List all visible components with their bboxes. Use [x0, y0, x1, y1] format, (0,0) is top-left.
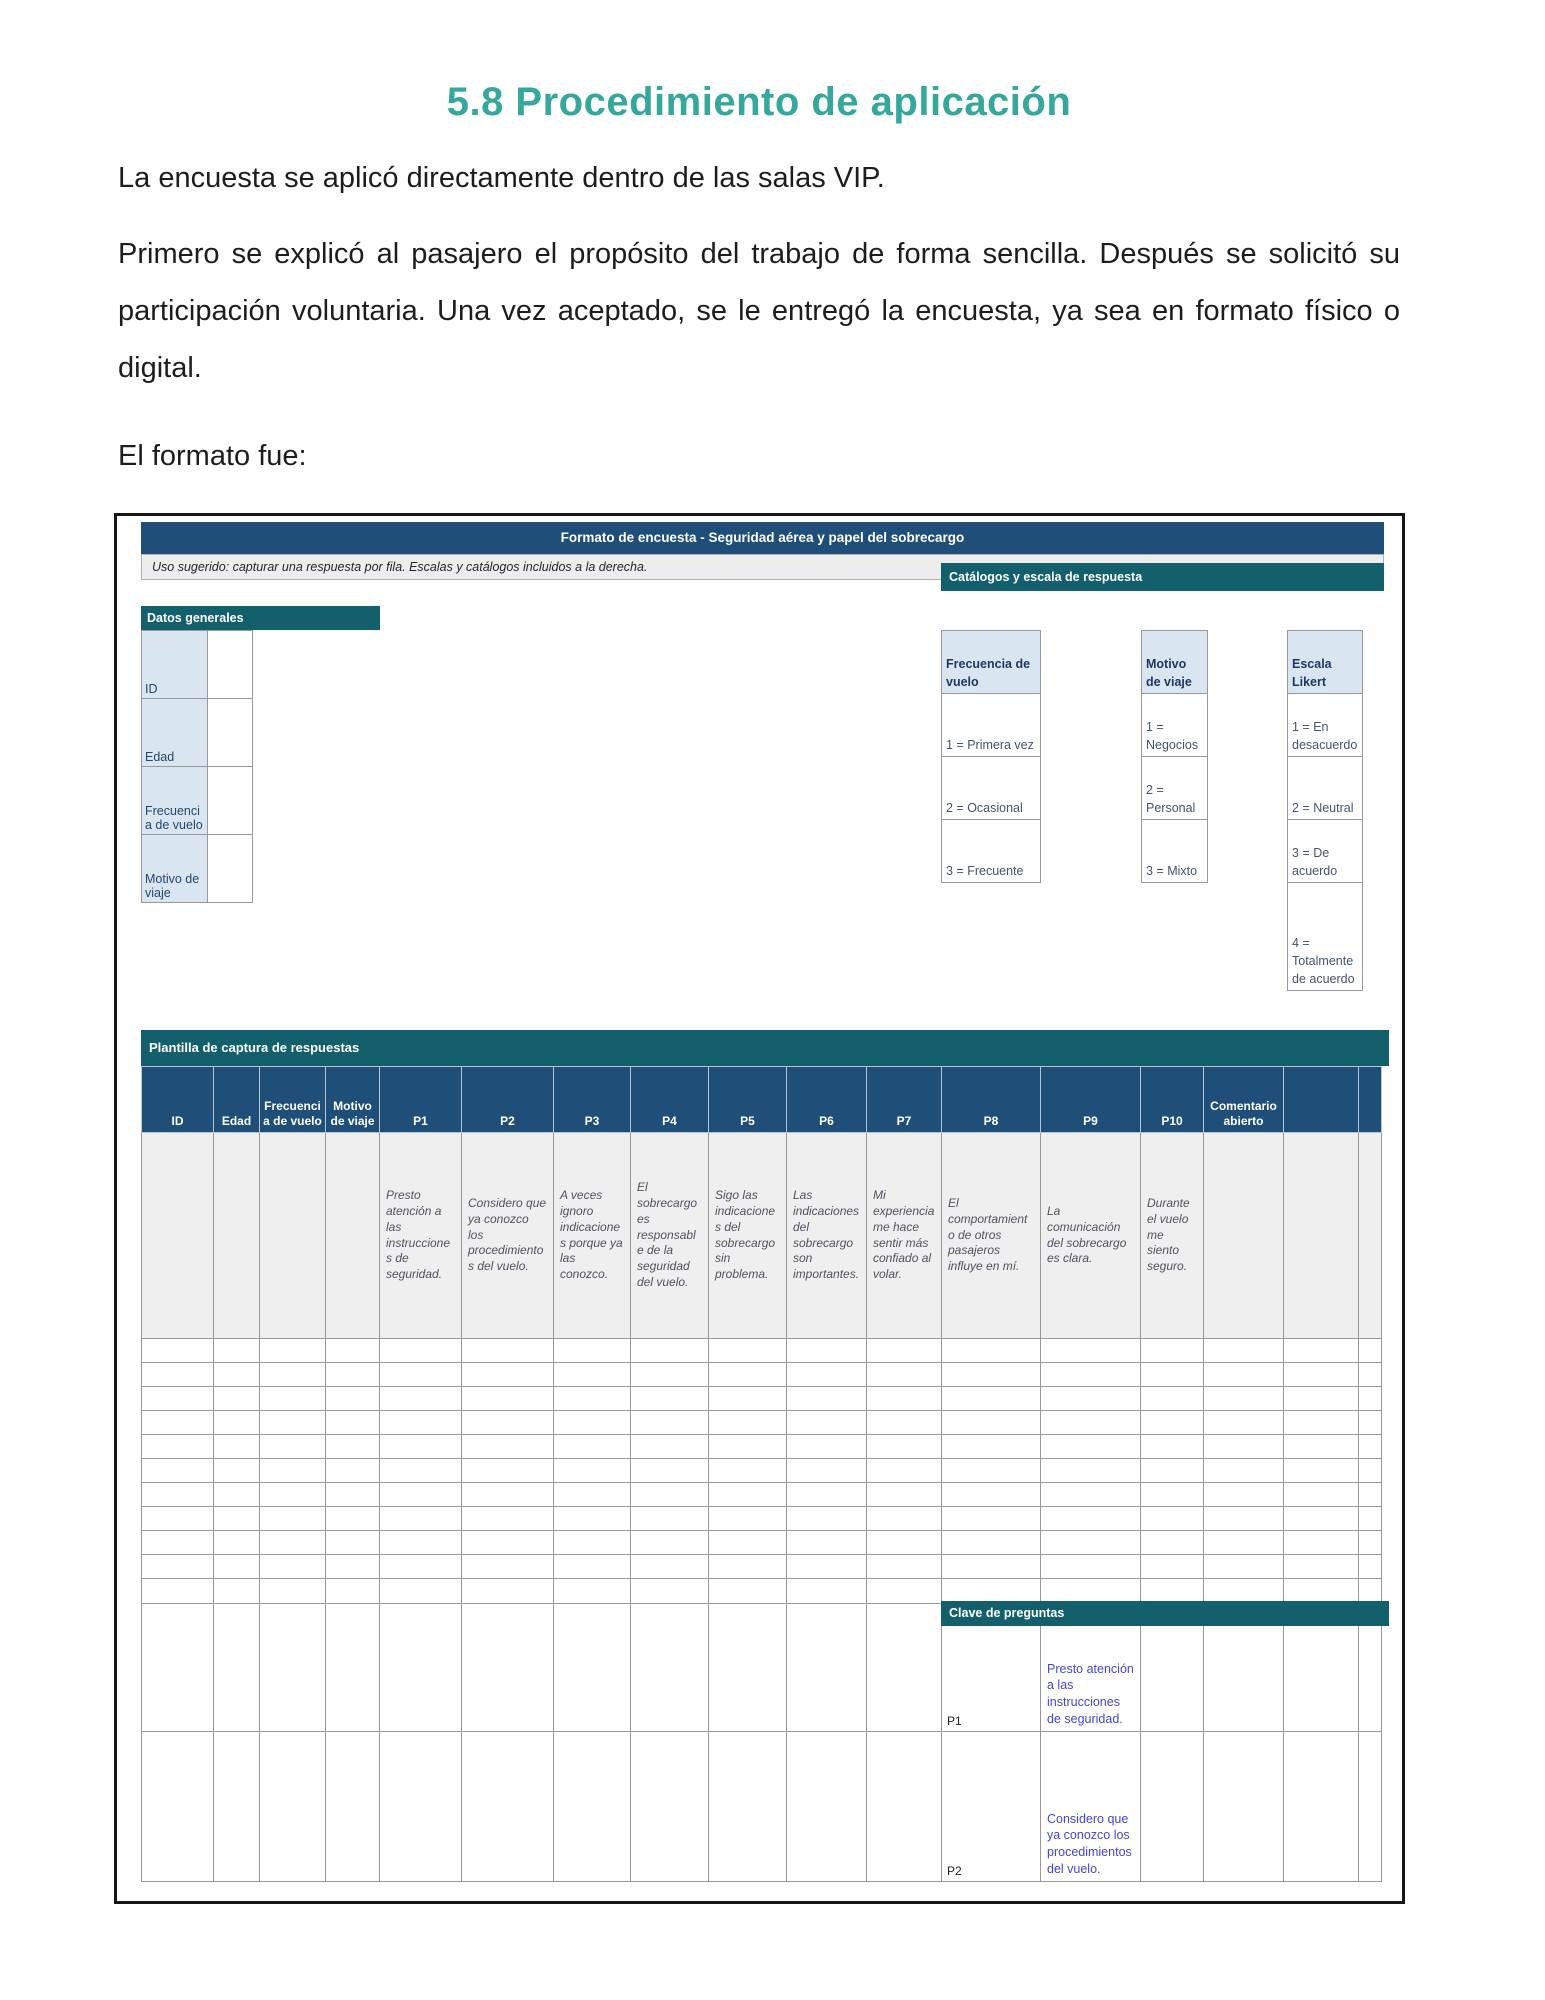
grid-cell — [214, 1363, 260, 1387]
grid-cell — [462, 1604, 554, 1732]
grid-header-cell: P8 — [942, 1067, 1041, 1133]
grid-cell — [867, 1732, 942, 1882]
grid-cell — [462, 1507, 554, 1531]
clave-heading: Clave de preguntas — [941, 1601, 1389, 1626]
grid-cell — [554, 1339, 631, 1363]
grid-cell — [260, 1459, 326, 1483]
grid-cell — [462, 1339, 554, 1363]
grid-cell — [142, 1555, 214, 1579]
grid-cell — [1041, 1459, 1141, 1483]
grid-cell — [1041, 1411, 1141, 1435]
grid-cell — [554, 1483, 631, 1507]
grid-cell — [1041, 1339, 1141, 1363]
grid-cell — [326, 1387, 380, 1411]
question-cell: El sobrecargo es responsable de la seguridad del vuelo. — [631, 1133, 709, 1339]
grid-cell — [1284, 1507, 1359, 1531]
grid-cell — [326, 1732, 380, 1882]
grid-cell — [380, 1387, 462, 1411]
grid-cell — [1204, 1435, 1284, 1459]
field-label-edad: Edad — [142, 699, 208, 767]
grid-cell — [709, 1507, 787, 1531]
catalog-option: 2 = Personal — [1142, 757, 1208, 820]
grid-cell — [214, 1555, 260, 1579]
catalog-header: Escala Likert — [1288, 631, 1363, 694]
grid-cell — [1284, 1531, 1359, 1555]
grid-cell — [867, 1339, 942, 1363]
question-cell — [142, 1133, 214, 1339]
grid-cell — [1204, 1459, 1284, 1483]
grid-cell — [142, 1435, 214, 1459]
grid-header-cell — [1284, 1067, 1359, 1133]
grid-cell — [326, 1435, 380, 1459]
grid-cell — [260, 1732, 326, 1882]
question-cell: Sigo las indicaciones del sobrecargo sin problema. — [709, 1133, 787, 1339]
grid-cell — [1284, 1387, 1359, 1411]
grid-cell — [554, 1579, 631, 1604]
grid-cell — [260, 1387, 326, 1411]
grid-cell — [787, 1604, 867, 1732]
grid-cell — [380, 1411, 462, 1435]
grid-cell — [867, 1411, 942, 1435]
grid-cell — [631, 1435, 709, 1459]
catalog-frecuencia — [941, 630, 1041, 883]
field-label-id: ID — [142, 631, 208, 699]
grid-cell — [380, 1579, 462, 1604]
datos-generales-table — [141, 630, 253, 903]
grid-cell — [787, 1555, 867, 1579]
section-title: 5.8 Procedimiento de aplicación — [446, 80, 1072, 124]
grid-cell — [1359, 1507, 1382, 1531]
question-cell — [1284, 1133, 1359, 1339]
grid-cell — [1141, 1579, 1204, 1604]
grid-cell — [326, 1579, 380, 1604]
grid-cell — [1284, 1435, 1359, 1459]
question-cell: Durante el vuelo me siento seguro. — [1141, 1133, 1204, 1339]
grid-cell — [709, 1411, 787, 1435]
grid-cell — [1284, 1459, 1359, 1483]
grid-cell — [867, 1483, 942, 1507]
grid-cell — [260, 1555, 326, 1579]
grid-header-cell — [1359, 1067, 1382, 1133]
catalog-option: 3 = Frecuente — [942, 820, 1041, 883]
catalog-header: Frecuencia de vuelo — [942, 631, 1041, 694]
grid-cell — [867, 1459, 942, 1483]
grid-cell — [942, 1459, 1041, 1483]
grid-cell — [462, 1435, 554, 1459]
field-value-cell — [208, 767, 253, 835]
grid-cell — [462, 1387, 554, 1411]
grid-header-cell: P3 — [554, 1067, 631, 1133]
grid-cell — [1359, 1435, 1382, 1459]
grid-cell — [142, 1531, 214, 1555]
grid-cell — [1284, 1555, 1359, 1579]
grid-cell — [1041, 1555, 1141, 1579]
grid-cell — [942, 1435, 1041, 1459]
table-row — [142, 767, 253, 835]
grid-cell — [142, 1507, 214, 1531]
grid-cell — [1141, 1387, 1204, 1411]
grid-header-cell: ID — [142, 1067, 214, 1133]
grid-header-cell: Edad — [214, 1067, 260, 1133]
grid-cell — [214, 1531, 260, 1555]
grid-cell — [787, 1339, 867, 1363]
grid-cell — [867, 1579, 942, 1604]
paragraph-2: Primero se explicó al pasajero el propósito del trabajo de forma sencilla. Después se solicitó su participación voluntaria. Una vez aceptado, se le entregó la encuesta, ya sea en formato físico o digital. — [118, 238, 1400, 384]
grid-cell — [631, 1604, 709, 1732]
grid-cell — [142, 1732, 214, 1882]
grid-cell — [380, 1531, 462, 1555]
grid-cell — [787, 1435, 867, 1459]
question-cell: Mi experiencia me hace sentir más confiado al volar. — [867, 1133, 942, 1339]
grid-cell — [1284, 1732, 1359, 1882]
grid-cell — [326, 1459, 380, 1483]
field-label-motivo: Motivo de viaje — [142, 835, 208, 903]
grid-cell — [1141, 1363, 1204, 1387]
grid-cell — [142, 1339, 214, 1363]
grid-cell — [631, 1339, 709, 1363]
grid-header-cell: P7 — [867, 1067, 942, 1133]
grid-cell — [1359, 1531, 1382, 1555]
clave-key-cell: P1 — [942, 1604, 1041, 1732]
field-label-frecuencia: Frecuencia de vuelo — [142, 767, 208, 835]
grid-cell — [1284, 1411, 1359, 1435]
question-cell — [1359, 1133, 1382, 1339]
grid-cell — [709, 1732, 787, 1882]
grid-cell — [462, 1411, 554, 1435]
grid-cell — [709, 1387, 787, 1411]
field-value-cell — [208, 835, 253, 903]
grid-cell — [1141, 1732, 1204, 1882]
catalogos-heading: Catálogos y escala de respuesta — [941, 563, 1384, 591]
grid-cell — [214, 1435, 260, 1459]
grid-cell — [380, 1363, 462, 1387]
grid-cell — [1204, 1483, 1284, 1507]
grid-cell — [142, 1459, 214, 1483]
paragraph-3: El formato fue: — [118, 440, 307, 472]
grid-cell — [709, 1339, 787, 1363]
grid-cell — [942, 1387, 1041, 1411]
catalog-option: 2 = Ocasional — [942, 757, 1041, 820]
catalog-option: 3 = Mixto — [1142, 820, 1208, 883]
grid-cell — [462, 1363, 554, 1387]
grid-cell — [1284, 1483, 1359, 1507]
table-row — [142, 699, 253, 767]
grid-cell — [1359, 1483, 1382, 1507]
grid-cell — [554, 1555, 631, 1579]
grid-cell — [260, 1604, 326, 1732]
grid-cell — [1204, 1732, 1284, 1882]
paragraph-1: La encuesta se aplicó directamente dentro de las salas VIP. — [118, 162, 885, 194]
grid-cell — [787, 1531, 867, 1555]
grid-cell — [214, 1507, 260, 1531]
grid-cell — [326, 1604, 380, 1732]
grid-cell — [1359, 1732, 1382, 1882]
grid-cell — [214, 1459, 260, 1483]
grid-cell — [1359, 1411, 1382, 1435]
question-cell: Presto atención a las instrucciones de seguridad. — [380, 1133, 462, 1339]
catalog-header: Motivo de viaje — [1142, 631, 1208, 694]
grid-cell — [787, 1507, 867, 1531]
grid-cell — [260, 1435, 326, 1459]
grid-cell — [142, 1387, 214, 1411]
grid-cell — [260, 1531, 326, 1555]
grid-cell — [709, 1363, 787, 1387]
question-cell: A veces ignoro indicaciones porque ya las conozco. — [554, 1133, 631, 1339]
grid-cell — [1041, 1363, 1141, 1387]
grid-cell — [709, 1531, 787, 1555]
grid-cell — [326, 1363, 380, 1387]
plantilla-heading: Plantilla de captura de respuestas — [141, 1030, 1389, 1066]
question-cell: Las indicaciones del sobrecargo son importantes. — [787, 1133, 867, 1339]
table-row — [142, 835, 253, 903]
grid-cell — [326, 1531, 380, 1555]
catalog-option: 1 = Primera vez — [942, 694, 1041, 757]
grid-cell — [1204, 1339, 1284, 1363]
grid-cell — [326, 1507, 380, 1531]
grid-cell — [1204, 1531, 1284, 1555]
grid-cell — [260, 1483, 326, 1507]
grid-cell — [142, 1411, 214, 1435]
question-cell — [260, 1133, 326, 1339]
grid-header-cell: P6 — [787, 1067, 867, 1133]
question-cell: Considero que ya conozco los procedimientos del vuelo. — [462, 1133, 554, 1339]
question-cell — [1204, 1133, 1284, 1339]
grid-cell — [867, 1507, 942, 1531]
grid-cell — [462, 1483, 554, 1507]
grid-header-cell: P10 — [1141, 1067, 1204, 1133]
grid-cell — [787, 1459, 867, 1483]
grid-cell — [260, 1339, 326, 1363]
catalog-likert — [1287, 630, 1363, 991]
grid-cell — [709, 1604, 787, 1732]
grid-cell — [1204, 1579, 1284, 1604]
grid-cell — [1359, 1387, 1382, 1411]
grid-header-cell: Motivo de viaje — [326, 1067, 380, 1133]
catalog-option: 3 = De acuerdo — [1288, 820, 1363, 883]
grid-cell — [1141, 1435, 1204, 1459]
grid-cell — [554, 1531, 631, 1555]
grid-cell — [1141, 1483, 1204, 1507]
grid-cell — [214, 1604, 260, 1732]
grid-header-cell: P5 — [709, 1067, 787, 1133]
grid-cell — [942, 1483, 1041, 1507]
grid-cell — [787, 1411, 867, 1435]
grid-cell — [631, 1483, 709, 1507]
grid-cell — [1359, 1579, 1382, 1604]
grid-cell — [260, 1411, 326, 1435]
catalog-option: 1 = Negocios — [1142, 694, 1208, 757]
grid-cell — [1141, 1531, 1204, 1555]
grid-cell — [631, 1459, 709, 1483]
grid-cell — [942, 1531, 1041, 1555]
datos-generales-heading: Datos generales — [141, 606, 380, 630]
grid-cell — [1359, 1459, 1382, 1483]
question-cell: El comportamiento de otros pasajeros influye en mí. — [942, 1133, 1041, 1339]
grid-cell — [380, 1732, 462, 1882]
question-cell — [326, 1133, 380, 1339]
table-row — [142, 631, 253, 699]
grid-cell — [867, 1363, 942, 1387]
grid-cell — [942, 1339, 1041, 1363]
grid-cell — [554, 1411, 631, 1435]
grid-cell — [631, 1531, 709, 1555]
grid-cell — [214, 1732, 260, 1882]
grid-cell — [867, 1531, 942, 1555]
grid-cell — [1284, 1339, 1359, 1363]
grid-cell — [462, 1732, 554, 1882]
grid-cell — [214, 1387, 260, 1411]
grid-cell — [709, 1579, 787, 1604]
grid-cell — [380, 1435, 462, 1459]
response-grid — [141, 1066, 1382, 1882]
grid-header-cell: Frecuencia de vuelo — [260, 1067, 326, 1133]
grid-cell — [380, 1507, 462, 1531]
grid-cell — [787, 1732, 867, 1882]
grid-cell — [1359, 1363, 1382, 1387]
grid-cell — [631, 1411, 709, 1435]
grid-cell — [787, 1387, 867, 1411]
grid-cell — [462, 1531, 554, 1555]
grid-cell — [214, 1579, 260, 1604]
grid-cell — [709, 1435, 787, 1459]
clave-text-cell: Presto atención a las instrucciones de seguridad. — [1041, 1604, 1141, 1732]
grid-cell — [1204, 1555, 1284, 1579]
clave-text-cell: Considero que ya conozco los procedimientos del vuelo. — [1041, 1732, 1141, 1882]
grid-cell — [942, 1579, 1041, 1604]
grid-cell — [631, 1363, 709, 1387]
grid-cell — [554, 1363, 631, 1387]
grid-cell — [1204, 1411, 1284, 1435]
grid-cell — [1204, 1387, 1284, 1411]
grid-cell — [142, 1483, 214, 1507]
grid-cell — [462, 1459, 554, 1483]
grid-header-cell: P2 — [462, 1067, 554, 1133]
grid-cell — [867, 1555, 942, 1579]
grid-cell — [554, 1435, 631, 1459]
grid-cell — [1284, 1363, 1359, 1387]
grid-cell — [1041, 1435, 1141, 1459]
grid-cell — [867, 1435, 942, 1459]
field-value-cell — [208, 631, 253, 699]
grid-header-cell: P1 — [380, 1067, 462, 1133]
grid-cell — [142, 1363, 214, 1387]
grid-cell — [942, 1363, 1041, 1387]
grid-cell — [1041, 1507, 1141, 1531]
grid-cell — [214, 1411, 260, 1435]
sheet-title-bar: Formato de encuesta - Seguridad aérea y papel del sobrecargo — [141, 522, 1384, 554]
question-cell — [214, 1133, 260, 1339]
grid-cell — [380, 1604, 462, 1732]
grid-cell — [1141, 1555, 1204, 1579]
grid-cell — [554, 1732, 631, 1882]
grid-cell — [1041, 1483, 1141, 1507]
grid-cell — [462, 1555, 554, 1579]
grid-cell — [867, 1604, 942, 1732]
grid-cell — [260, 1579, 326, 1604]
grid-cell — [709, 1483, 787, 1507]
grid-cell — [142, 1579, 214, 1604]
grid-cell — [787, 1363, 867, 1387]
grid-cell — [1141, 1339, 1204, 1363]
grid-cell — [554, 1604, 631, 1732]
grid-cell — [1041, 1531, 1141, 1555]
grid-cell — [631, 1387, 709, 1411]
grid-cell — [1359, 1339, 1382, 1363]
grid-cell — [142, 1604, 214, 1732]
grid-cell — [1141, 1507, 1204, 1531]
grid-cell — [631, 1579, 709, 1604]
grid-cell — [326, 1555, 380, 1579]
grid-cell — [214, 1339, 260, 1363]
grid-cell — [326, 1411, 380, 1435]
grid-cell — [1204, 1363, 1284, 1387]
grid-cell — [1204, 1507, 1284, 1531]
catalog-option: 4 = Totalmente de acuerdo — [1288, 883, 1363, 991]
grid-cell — [1359, 1555, 1382, 1579]
grid-cell — [462, 1579, 554, 1604]
clave-key-cell: P2 — [942, 1732, 1041, 1882]
grid-header-cell: P9 — [1041, 1067, 1141, 1133]
usage-note: Uso sugerido: capturar una respuesta por fila. Escalas y catálogos incluidos a la derecha. — [141, 554, 1384, 580]
grid-cell — [380, 1339, 462, 1363]
grid-cell — [554, 1459, 631, 1483]
grid-cell — [631, 1555, 709, 1579]
grid-cell — [1141, 1459, 1204, 1483]
grid-cell — [554, 1507, 631, 1531]
grid-cell — [1141, 1411, 1204, 1435]
grid-cell — [942, 1555, 1041, 1579]
field-value-cell — [208, 699, 253, 767]
catalog-option: 2 = Neutral — [1288, 757, 1363, 820]
grid-cell — [380, 1459, 462, 1483]
grid-cell — [326, 1483, 380, 1507]
grid-cell — [260, 1363, 326, 1387]
question-cell: La comunicación del sobrecargo es clara. — [1041, 1133, 1141, 1339]
grid-header-cell: Comentario abierto — [1204, 1067, 1284, 1133]
grid-cell — [326, 1339, 380, 1363]
grid-cell — [260, 1507, 326, 1531]
grid-cell — [1284, 1579, 1359, 1604]
grid-cell — [709, 1555, 787, 1579]
grid-cell — [787, 1579, 867, 1604]
grid-cell — [867, 1387, 942, 1411]
grid-cell — [942, 1507, 1041, 1531]
grid-cell — [787, 1483, 867, 1507]
grid-cell — [631, 1732, 709, 1882]
survey-format-figure[interactable] — [114, 513, 1405, 1904]
grid-header-cell: P4 — [631, 1067, 709, 1133]
grid-cell — [554, 1387, 631, 1411]
grid-cell — [214, 1483, 260, 1507]
grid-cell — [709, 1459, 787, 1483]
grid-cell — [1041, 1387, 1141, 1411]
grid-cell — [380, 1483, 462, 1507]
grid-cell — [942, 1411, 1041, 1435]
grid-cell — [631, 1507, 709, 1531]
catalog-motivo — [1141, 630, 1208, 883]
catalog-option: 1 = En desacuerdo — [1288, 694, 1363, 757]
grid-cell — [1041, 1579, 1141, 1604]
grid-cell — [380, 1555, 462, 1579]
